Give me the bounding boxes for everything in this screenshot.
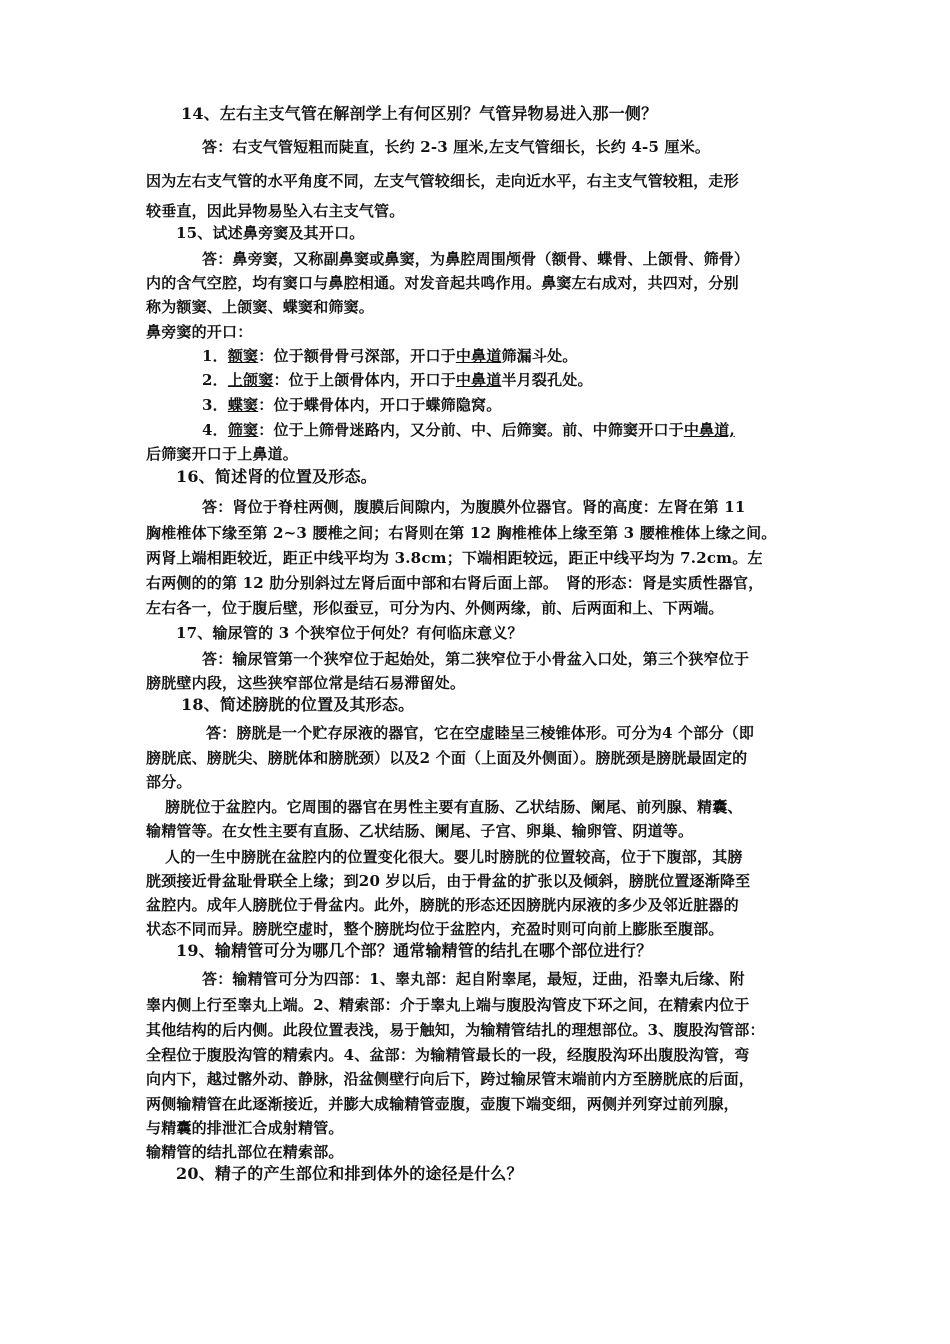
q14-answer-line-1: 答：右支气管短粗而陡直，长约 2-3 厘米,左支气管细长，长约 4-5 厘米。 <box>202 138 711 156</box>
q19-answer-line-1: 答：输精管可分为四部：1、睾丸部：起自附睾尾，最短，迂曲，沿睾丸后缘、附 <box>202 970 745 988</box>
q16-answer-line-4: 右两侧的的第 12 肋分别斜过左肾后面中部和右肾后面上部。 肾的形态：肾是实质性器官， <box>146 574 764 592</box>
question-18-title: 18、简述膀胱的位置及其形态。 <box>181 695 415 714</box>
text: ：位于额骨骨弓深部，开口于 <box>258 347 456 365</box>
underlined-term: 中鼻道 <box>455 371 502 389</box>
question-17-title: 17、输尿管的 3 个狭窄位于何处？有何临床意义？ <box>176 624 523 642</box>
q18-para3-line-1: 人的一生中膀胱在盆腔内的位置变化很大。婴儿时膀胱的位置较高，位于下腹部，其膀 <box>165 848 743 866</box>
sinus-opening-1 <box>202 345 882 367</box>
q18-para3-line-2: 胱颈接近骨盆耻骨联全上缘；到20 岁以后，由于骨盆的扩张以及倾斜，膀胱位置逐渐降至 <box>146 872 751 890</box>
item-number: 2． <box>202 371 228 389</box>
underlined-term: 中鼻道 <box>455 347 502 365</box>
q17-answer-line-1: 答：输尿管第一个狭窄位于起始处，第二狭窄位于小骨盆入口处，第三个狭窄位于 <box>202 650 750 668</box>
q15-answer-line-1: 答：鼻旁窦，又称副鼻窦或鼻窦，为鼻腔周围颅骨（额骨、蝶骨、上颌骨、筛骨） <box>202 250 750 268</box>
q18-answer-line-2: 膀胱底、膀胱尖、膀胱体和膀胱颈）以及2 个面（上面及外侧面）。膀胱颈是膀胱最固定的 <box>146 749 748 767</box>
q18-answer-line-3: 部分。 <box>146 773 192 791</box>
q19-answer-line-5: 向内下，越过髂外动、静脉，沿盆侧壁行向后下，跨过输尿管末端前内方至膀胱底的后面， <box>146 1070 755 1088</box>
question-20-title: 20、精子的产生部位和排到体外的途径是什么？ <box>176 1164 523 1183</box>
text: ：位于上筛骨迷路内，又分前、中、后筛窦。前、中筛窦开口于 <box>258 421 684 439</box>
sinus-opening-4 <box>202 419 882 441</box>
q16-answer-line-1: 答：肾位于脊柱两侧，腹膜后间隙内，为腹膜外位器官。肾的高度：左肾在第 11 <box>202 498 746 516</box>
question-19-title: 19、输精管可分为哪几个部？通常输精管的结扎在哪个部位进行？ <box>176 941 653 960</box>
text: 半月裂孔处。 <box>501 371 593 389</box>
sinus-name: 额窦 <box>227 347 259 365</box>
text: ：位于蝶骨体内，开口于蝶筛隐窝。 <box>258 396 502 414</box>
q18-para3-line-3: 盆腔内。成年人膀胱位于骨盆内。此外，膀胱的形态还因膀胱内尿液的多少及邻近脏器的 <box>146 896 739 914</box>
sinus-name: 上颌窦 <box>227 371 274 389</box>
item-number: 4． <box>202 421 228 439</box>
q18-para2-line-1: 膀胱位于盆腔内。它周围的器官在男性主要有直肠、乙状结肠、阑尾、前列腺、精囊、 <box>165 798 743 816</box>
q17-answer-line-2: 膀胱壁内段，这些狭窄部位常是结石易滞留处。 <box>146 674 466 692</box>
q14-answer-line-2: 因为左右支气管的水平角度不同，左支气管较细长，走向近水平，右主支气管较粗，走形 <box>146 172 739 190</box>
sinus-opening-3 <box>202 394 882 416</box>
q19-answer-line-6: 两侧输精管在此逐渐接近，并膨大成输精管壶腹，壶腹下端变细，两侧并列穿过前列腺， <box>146 1095 739 1113</box>
q19-answer-line-2: 睾内侧上行至睾丸上端。2、精索部：介于睾丸上端与腹股沟管皮下环之间，在精索内位于 <box>146 996 750 1014</box>
q19-answer-line-4: 全程位于腹股沟管的精索内。4、盆部：为输精管最长的一段，经腹股沟环出腹股沟管，弯 <box>146 1046 750 1064</box>
question-14-title: 14、左右主支气管在解剖学上有何区别？气管异物易进入那一侧？ <box>181 104 658 123</box>
sinus-name: 蝶窦 <box>227 396 259 414</box>
q16-answer-line-5: 左右各一，位于腹后壁，形似蚕豆，可分为内、外侧两缘，前、后两面和上、下两端。 <box>146 599 724 617</box>
underlined-term: 中鼻道, <box>683 421 735 439</box>
sinus-openings-heading: 鼻旁窦的开口： <box>146 323 253 341</box>
q18-para2-line-2: 输精管等。在女性主要有直肠、乙状结肠、阑尾、子宫、卵巢、输卵管、阴道等。 <box>146 822 694 840</box>
q15-answer-line-3: 称为额窦、上颌窦、蝶窦和筛窦。 <box>146 298 375 316</box>
sinus-name: 筛窦 <box>227 421 259 439</box>
text: ：位于上颌骨体内，开口于 <box>273 371 456 389</box>
sinus-opening-2 <box>202 369 882 391</box>
item-number: 1． <box>202 347 228 365</box>
question-15-title: 15、试述鼻旁窦及其开口。 <box>176 224 365 242</box>
q16-answer-line-3: 两肾上端相距较近，距正中线平均为 3.8cm；下端相距较远，距正中线平均为 7.2cm。左 <box>146 549 763 567</box>
text: 筛漏斗处。 <box>501 347 578 365</box>
q18-para3-line-4: 状态不同而异。膀胱空虚时，整个膀胱均位于盆腔内，充盈时则可向前上膨胀至腹部。 <box>146 920 724 938</box>
sinus-opening-4-cont: 后筛窦开口于上鼻道。 <box>146 445 299 463</box>
q14-answer-line-3: 较垂直，因此异物易坠入右主支气管。 <box>146 202 405 220</box>
q19-answer-line-3: 其他结构的后内侧。此段位置表浅，易于触知，为输精管结扎的理想部位。3、腹股沟管部： <box>146 1021 765 1039</box>
q18-answer-line-1: 答：膀胱是一个贮存尿液的器官，它在空虚睦呈三棱锥体形。可分为4 个部分（即 <box>206 724 755 742</box>
q19-answer-line-7: 与精囊的排泄汇合成射精管。 <box>146 1119 344 1137</box>
q19-answer-line-8: 输精管的结扎部位在精索部。 <box>146 1143 344 1161</box>
q16-answer-line-2: 胸椎椎体下缘至第 2~3 腰椎之间；右肾则在第 12 胸椎椎体上缘至第 3 腰椎椎体上缘之间。 <box>146 524 777 542</box>
question-16-title: 16、简述肾的位置及形态。 <box>176 467 377 486</box>
q15-answer-line-2: 内的含气空腔，均有窦口与鼻腔相通。对发音起共鸣作用。鼻窦左右成对，共四对，分别 <box>146 274 739 292</box>
item-number: 3． <box>202 396 228 414</box>
